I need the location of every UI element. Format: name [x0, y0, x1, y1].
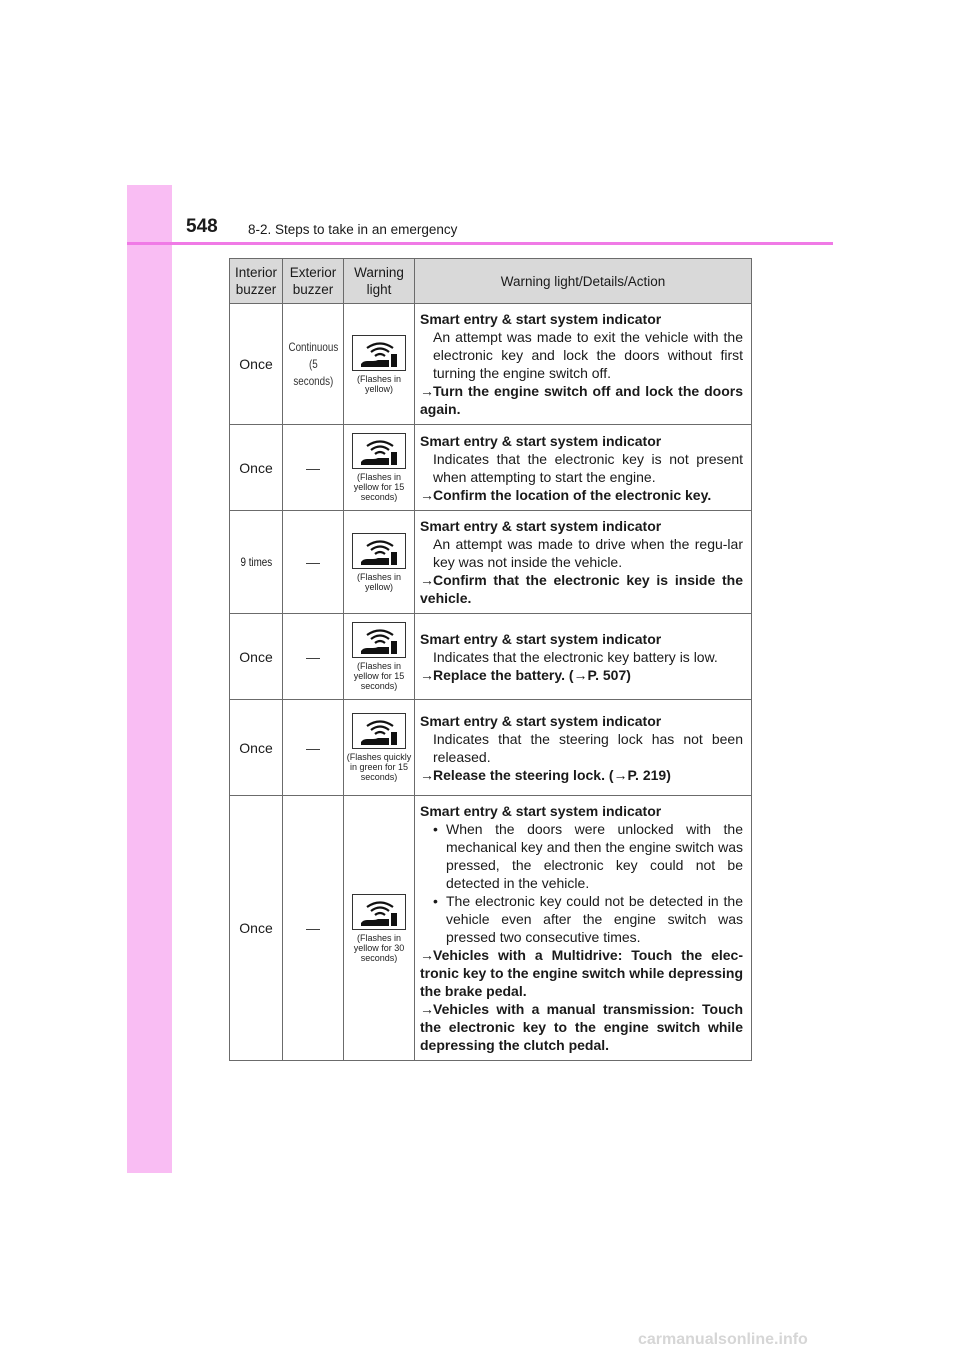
- interior-buzzer-cell: [230, 796, 283, 1061]
- arrow-icon: →: [420, 383, 434, 399]
- action-text: Release the steering lock. (→P. 219): [433, 766, 671, 783]
- smart-key-indicator-icon: [352, 713, 406, 749]
- indicator-description: An attempt was made to exit the vehicle with the electronic key and lock the doors without first turning the engine switch off.: [433, 329, 743, 381]
- bullet-text: The electronic key could not be detected in the vehicle even after the engine switch was pressed two consecutive times.: [446, 893, 743, 945]
- arrow-icon: →: [420, 486, 434, 503]
- warning-table: [229, 258, 752, 1061]
- bullet-item: [420, 892, 743, 946]
- details-cell: [415, 425, 752, 511]
- exterior-buzzer-cell: [283, 796, 344, 1061]
- interior-buzzer-cell: [230, 700, 283, 796]
- table-row: [230, 614, 752, 700]
- table-row: [230, 796, 752, 1061]
- sidebar-tab: [127, 185, 172, 1173]
- exterior-buzzer-cell: [283, 425, 344, 511]
- smart-key-indicator-icon: [352, 622, 406, 658]
- flash-note: (Flashes in yellow): [356, 373, 401, 394]
- arrow-icon: →: [420, 766, 434, 783]
- arrow-icon: →: [420, 1001, 434, 1017]
- warning-light-cell: [344, 796, 415, 1061]
- action-text: Turn the engine switch off and lock the doors again.: [420, 383, 743, 417]
- exterior-buzzer-cell: [283, 511, 344, 614]
- interior-buzzer-value: Once: [239, 648, 273, 665]
- smart-key-indicator-icon: [352, 533, 406, 569]
- exterior-buzzer-value: —: [306, 920, 320, 936]
- action-item: [420, 1000, 743, 1054]
- smart-key-indicator-icon: [352, 894, 406, 930]
- details-cell: [415, 511, 752, 614]
- exterior-buzzer-value: —: [306, 459, 320, 476]
- action-item: [420, 382, 743, 418]
- header-warning-light: Warning light: [344, 259, 415, 304]
- details-cell: [415, 796, 752, 1061]
- action-item: [420, 766, 743, 784]
- indicator-title: Smart entry & start system indicator: [420, 311, 662, 327]
- action-text: Confirm that the electronic key is inside the vehicle.: [420, 572, 743, 606]
- table-row: [230, 304, 752, 425]
- warning-light-cell: [344, 511, 415, 614]
- exterior-buzzer-cell: [283, 304, 344, 425]
- table-row: [230, 700, 752, 796]
- indicator-title: Smart entry & start system indicator: [420, 630, 662, 647]
- flash-note: (Flashes in yellow for 30 seconds): [353, 932, 405, 963]
- action-item: [420, 946, 743, 1000]
- details-cell: [415, 614, 752, 700]
- watermark: carmanualsonline.info: [638, 1331, 808, 1348]
- arrow-icon: →: [420, 947, 434, 963]
- warning-light-cell: [344, 304, 415, 425]
- interior-buzzer-cell: [230, 425, 283, 511]
- table-row: [230, 511, 752, 614]
- warning-light-cell: [344, 700, 415, 796]
- details-cell: [415, 304, 752, 425]
- bullet-dot: •: [433, 821, 438, 837]
- action-text: Vehicles with a Multidrive: Touch the elec-tronic key to the engine switch while depressing the brake pedal.: [420, 947, 743, 999]
- details-cell: [415, 700, 752, 796]
- interior-buzzer-value: Once: [239, 459, 273, 476]
- indicator-title: Smart entry & start system indicator: [420, 803, 662, 819]
- indicator-title: Smart entry & start system indicator: [420, 712, 662, 729]
- header-details: Warning light/Details/Action: [415, 259, 752, 304]
- indicator-description: Indicates that the electronic key is not present when attempting to start the engine.: [433, 450, 743, 485]
- interior-buzzer-cell: [230, 614, 283, 700]
- interior-buzzer-cell: [230, 511, 283, 614]
- section-title: 8-2. Steps to take in an emergency: [248, 222, 458, 237]
- bullet-text: When the doors were unlocked with the mechanical key and then the engine switch was pressed, the electronic key could not be detected in the vehicle.: [446, 821, 743, 891]
- smart-key-indicator-icon: [352, 433, 406, 469]
- action-text: Confirm the location of the electronic key.: [433, 486, 712, 503]
- indicator-title: Smart entry & start system indicator: [420, 432, 662, 449]
- indicator-title: Smart entry & start system indicator: [420, 518, 662, 534]
- interior-buzzer-value: Once: [239, 920, 273, 936]
- table-row: [230, 425, 752, 511]
- flash-note: (Flashes in yellow): [356, 571, 401, 592]
- smart-key-indicator-icon: [352, 335, 406, 371]
- action-item: [420, 571, 743, 607]
- action-item: [420, 486, 743, 504]
- interior-buzzer-cell: [230, 304, 283, 425]
- header-interior-buzzer: Interior buzzer: [230, 259, 283, 304]
- action-text: Replace the battery. (→P. 507): [433, 666, 631, 683]
- exterior-buzzer-value: —: [306, 739, 320, 756]
- interior-buzzer-value: Once: [239, 356, 273, 372]
- flash-note: (Flashes in yellow for 15 seconds): [353, 472, 405, 502]
- warning-light-cell: [344, 425, 415, 511]
- page-number: 548: [186, 216, 218, 237]
- indicator-description: An attempt was made to drive when the regu-lar key was not inside the vehicle.: [433, 536, 743, 570]
- action-text: Vehicles with a manual transmission: Touch the electronic key to the engine switch while depressing the clutch pedal.: [420, 1001, 743, 1053]
- interior-buzzer-value: Once: [239, 739, 273, 756]
- exterior-buzzer-value: Continuous (5 seconds): [288, 339, 339, 388]
- arrow-icon: →: [420, 572, 434, 588]
- header-exterior-buzzer: Exterior buzzer: [283, 259, 344, 304]
- warning-light-cell: [344, 614, 415, 700]
- table-header-row: [230, 259, 752, 304]
- indicator-description: Indicates that the electronic key battery is low.: [433, 648, 718, 665]
- header-rule: [127, 242, 833, 245]
- arrow-icon: →: [420, 666, 434, 683]
- indicator-description: Indicates that the steering lock has not been released.: [433, 730, 743, 765]
- exterior-buzzer-cell: [283, 700, 344, 796]
- bullet-item: [420, 820, 743, 892]
- exterior-buzzer-cell: [283, 614, 344, 700]
- exterior-buzzer-value: —: [306, 648, 320, 665]
- flash-note: (Flashes in yellow for 15 seconds): [353, 661, 405, 691]
- interior-buzzer-value: 9 times: [240, 555, 272, 569]
- action-item: [420, 666, 743, 684]
- bullet-dot: •: [433, 893, 438, 909]
- exterior-buzzer-value: —: [306, 554, 320, 570]
- flash-note: (Flashes quickly in green for 15 seconds): [346, 752, 412, 782]
